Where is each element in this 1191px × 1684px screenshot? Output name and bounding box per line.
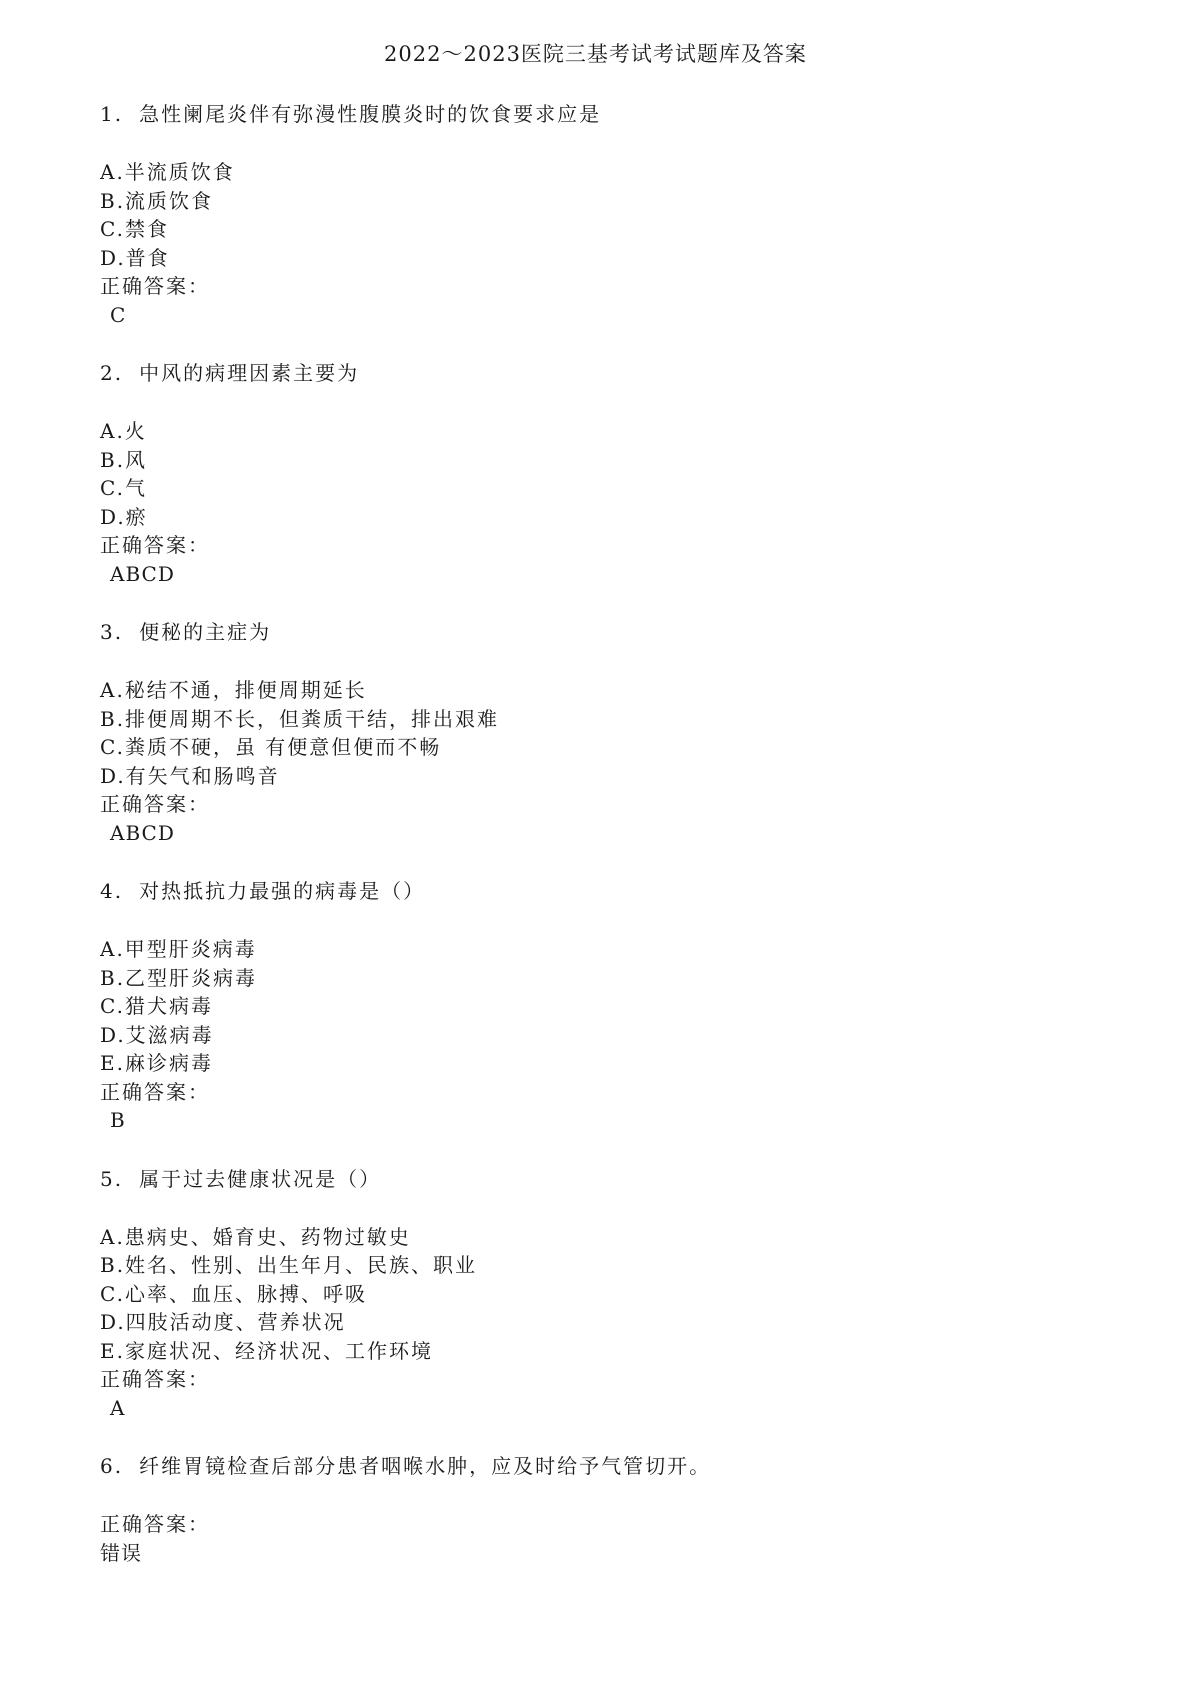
answer-label: 正确答案： bbox=[100, 1079, 210, 1104]
question-item bbox=[100, 618, 1100, 847]
question-list bbox=[100, 100, 1100, 1597]
answer-value: B bbox=[110, 1108, 126, 1132]
question-text: 对热抵抗力最强的病毒是（） bbox=[139, 879, 426, 903]
question-stem bbox=[100, 359, 1100, 387]
answer-label: 正确答案： bbox=[100, 1512, 210, 1536]
option-b: B.流质饮食 bbox=[100, 188, 214, 213]
option-c: C.粪质不硬，虽 有便意但便而不畅 bbox=[100, 735, 442, 759]
answer-value: ABCD bbox=[110, 820, 175, 845]
option-list bbox=[100, 935, 1100, 1078]
option-c: C.心率、血压、脉搏、呼吸 bbox=[100, 1281, 367, 1306]
option-e: E.麻诊病毒 bbox=[100, 1051, 213, 1075]
answer-label: 正确答案： bbox=[100, 533, 210, 557]
question-item bbox=[100, 100, 1100, 329]
option-b: B.风 bbox=[100, 447, 148, 472]
option-d: D.有矢气和肠鸣音 bbox=[100, 763, 280, 788]
option-c: C.气 bbox=[100, 476, 147, 500]
option-a: A.秘结不通，排便周期延长 bbox=[100, 678, 367, 702]
document-title: 2022～2023医院三基考试考试题库及答案 bbox=[384, 42, 807, 66]
answer-label: 正确答案： bbox=[100, 1367, 210, 1391]
option-d: D.四肢活动度、营养状况 bbox=[100, 1310, 346, 1334]
question-stem bbox=[100, 1452, 1100, 1480]
option-a: A.半流质饮食 bbox=[100, 160, 235, 184]
question-text: 纤维胃镜检查后部分患者咽喉水肿，应及时给予气管切开。 bbox=[139, 1454, 712, 1478]
question-stem bbox=[100, 877, 1100, 905]
answer-value: A bbox=[110, 1395, 126, 1420]
question-text: 急性阑尾炎伴有弥漫性腹膜炎时的饮食要求应是 bbox=[139, 102, 602, 126]
option-d: D.普食 bbox=[100, 245, 170, 270]
answer-value: 错误 bbox=[100, 1540, 142, 1565]
question-stem bbox=[100, 100, 1100, 128]
option-b: B.乙型肝炎病毒 bbox=[100, 965, 258, 990]
option-a: A.患病史、婚育史、药物过敏史 bbox=[100, 1224, 411, 1249]
option-list bbox=[100, 1223, 1100, 1366]
option-list bbox=[100, 158, 1100, 272]
question-stem bbox=[100, 1165, 1100, 1193]
question-number: 6. bbox=[100, 1454, 124, 1478]
question-item bbox=[100, 1165, 1100, 1423]
question-number: 4. bbox=[100, 879, 124, 903]
option-c: C.猎犬病毒 bbox=[100, 994, 213, 1018]
question-item bbox=[100, 359, 1100, 588]
option-d: D.瘀 bbox=[100, 504, 148, 529]
option-d: D.艾滋病毒 bbox=[100, 1022, 214, 1047]
option-list bbox=[100, 417, 1100, 531]
question-text: 便秘的主症为 bbox=[139, 620, 272, 644]
question-number: 5. bbox=[100, 1166, 124, 1191]
question-number: 2. bbox=[100, 361, 124, 385]
question-text: 中风的病理因素主要为 bbox=[139, 361, 360, 385]
answer-value: C bbox=[110, 302, 127, 327]
question-stem bbox=[100, 618, 1100, 646]
answer-value: ABCD bbox=[110, 561, 175, 586]
question-number: 3. bbox=[100, 620, 124, 644]
option-b: B.排便周期不长，但粪质干结，排出艰难 bbox=[100, 706, 500, 731]
question-item bbox=[100, 1452, 1100, 1567]
question-text: 属于过去健康状况是（） bbox=[139, 1166, 382, 1191]
option-a: A.甲型肝炎病毒 bbox=[100, 937, 257, 961]
answer-label: 正确答案： bbox=[100, 274, 210, 298]
option-list bbox=[100, 676, 1100, 790]
option-e: E.家庭状况、经济状况、工作环境 bbox=[100, 1338, 433, 1363]
option-a: A.火 bbox=[100, 419, 147, 443]
option-b: B.姓名、性别、出生年月、民族、职业 bbox=[100, 1253, 478, 1277]
option-c: C.禁食 bbox=[100, 217, 169, 241]
question-item bbox=[100, 877, 1100, 1135]
question-number: 1. bbox=[100, 102, 124, 126]
answer-label: 正确答案： bbox=[100, 792, 210, 816]
